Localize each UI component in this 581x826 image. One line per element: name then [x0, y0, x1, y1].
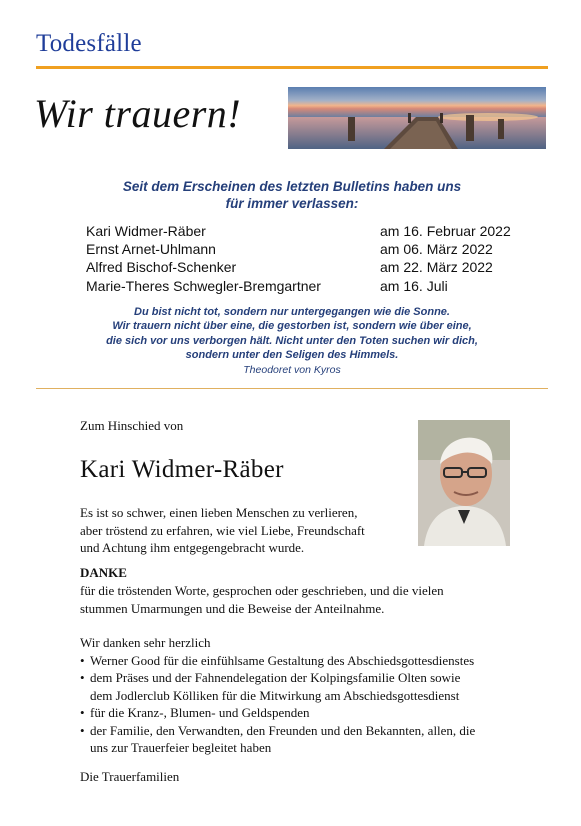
death-row	[86, 258, 536, 276]
notice-signoff: Die Trauerfamilien	[80, 769, 180, 784]
headline: Wir trauern!	[34, 91, 242, 136]
thanks-line: für die tröstenden Worte, gesprochen oder geschrieben, und die vielen	[80, 583, 444, 598]
death-date: am 22. März 2022	[380, 259, 493, 276]
thanks-item	[80, 669, 520, 704]
thanks-text	[80, 582, 520, 617]
death-row	[86, 277, 536, 295]
thanks-list	[80, 652, 520, 756]
quote-line: die sich vor uns verborgen hält. Nicht unter den Toten suchen wir dich,	[106, 334, 478, 347]
death-date: am 06. März 2022	[380, 241, 493, 258]
thanks-item-line: uns zur Trauerfeier begleitet haben	[90, 740, 272, 756]
quote-line: Wir trauern nicht über eine, die gestorben ist, sondern wie über eine,	[112, 320, 472, 333]
deceased-name: Alfred Bischof-Schenker	[86, 259, 237, 276]
sunset-pier-image	[288, 87, 546, 149]
quote-line: Du bist nicht tot, sondern nur untergegangen wie die Sonne.	[134, 306, 450, 318]
portrait-photo	[418, 420, 510, 546]
intro-line: für immer verlassen:	[225, 196, 359, 211]
thanks-item	[80, 704, 520, 721]
thanks-item	[80, 652, 520, 669]
death-list	[86, 222, 536, 295]
thanks-item-line: • Werner Good für die einfühlsame Gestaltung des Abschiedsgottesdienstes	[90, 653, 475, 668]
notice-intro-line: aber tröstend zu erfahren, wie viel Liebe, Freundschaft	[80, 522, 365, 538]
notice-intro-line: Es ist so schwer, einen lieben Menschen zu verlieren,	[80, 505, 358, 520]
notice-intro	[80, 504, 400, 557]
thanks-line: stummen Umarmungen und die Beweise der Anteilnahme.	[80, 600, 385, 616]
thanks-item-line: • dem Präses und der Fahnendelegation der Kolpingsfamilie Olten sowie	[90, 670, 461, 686]
notice-lead: Zum Hinschied von	[80, 418, 184, 433]
thanks-heading: DANKE	[80, 565, 127, 580]
memorial-quote	[36, 305, 548, 377]
intro-line: Seit dem Erscheinen des letzten Bulletins haben uns	[122, 179, 462, 194]
title-divider	[36, 66, 548, 69]
thanks-item	[80, 722, 520, 757]
thanks-item-line: • für die Kranz-, Blumen- und Geldspenden	[90, 705, 310, 721]
death-row	[86, 240, 536, 258]
quote-line: sondern unter den Seligen des Himmels.	[185, 349, 399, 362]
death-row	[86, 222, 536, 240]
notice-name: Kari Widmer-Räber	[80, 456, 284, 483]
intro-text	[36, 178, 548, 212]
notice-intro-line: und Achtung ihm entgegengebracht wurde.	[80, 540, 305, 555]
death-date: am 16. Februar 2022	[380, 223, 511, 239]
section-divider	[36, 388, 548, 389]
thanks-item-line: dem Jodlerclub Kölliken für die Mitwirkung am Abschiedsgottesdienst	[90, 687, 460, 703]
page-title: Todesfälle	[36, 30, 142, 57]
deceased-name: Ernst Arnet-Uhlmann	[86, 241, 216, 258]
sincere-thanks: Wir danken sehr herzlich	[80, 635, 211, 650]
death-date: am 16. Juli	[380, 277, 448, 294]
quote-author: Theodoret von Kyros	[243, 363, 341, 376]
thanks-item-line: • der Familie, den Verwandten, den Freunden und den Bekannten, allen, die	[90, 722, 476, 738]
deceased-name: Kari Widmer-Räber	[86, 223, 206, 239]
deceased-name: Marie-Theres Schwegler-Bremgartner	[86, 277, 321, 294]
